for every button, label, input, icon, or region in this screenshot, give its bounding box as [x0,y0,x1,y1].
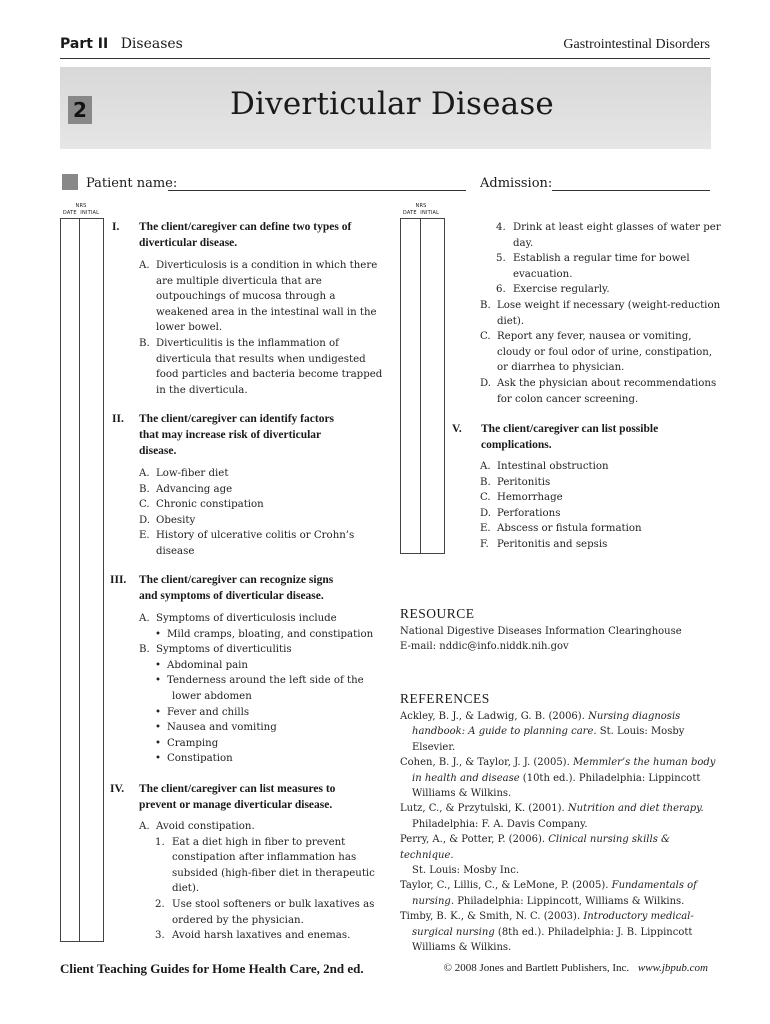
list-item [480,376,721,392]
list-item [480,314,721,330]
list-text: Perforations [497,507,561,519]
section-3-heading [139,573,333,605]
reference-line [400,832,720,863]
list-marker: E. [480,523,491,535]
list-item [480,475,642,491]
list-text: lower bowel. [156,322,223,334]
reference-line [400,786,720,801]
list-item [139,736,373,752]
reference-text: Perry, A., & Potter, P. (2006). [400,834,549,846]
list-text: Tenderness around the left side of the [167,675,364,687]
list-text: Peritonitis [497,476,551,488]
reference-text: Fundamentals of [611,880,697,892]
reference-entry [400,801,720,832]
list-text: Advancing age [156,483,233,495]
reference-text: St. Louis: Mosby [596,726,685,738]
reference-line [400,817,720,832]
reference-text: Timby, B. K., & Smith, N. C. (2003). [400,911,584,923]
list-marker: • [155,737,162,749]
list-marker: 5. [496,253,506,265]
left-nrs-header [56,203,106,216]
initial-label: INITIAL [80,209,100,216]
admission-field[interactable] [552,190,710,191]
reference-text: Lutz, C., & Przytulski, K. (2001). [400,803,568,815]
list-item [139,513,354,529]
list-item [139,928,375,944]
reference-line [400,909,720,924]
heading-line: The client/caregiver can define two types of [139,221,352,233]
list-item [480,267,721,283]
list-text: cloudy or foul odor of urine, constipation, [497,346,713,358]
heading-line: The client/caregiver can recognize signs [139,574,334,586]
list-text: Avoid constipation. [156,821,255,832]
header-rule [60,58,710,59]
list-marker: 3. [155,930,165,942]
heading-line: The client/caregiver can list possible [481,423,659,435]
section-label: Diseases [120,36,183,52]
list-item [139,289,382,305]
section-2-heading [139,412,334,459]
right-signoff-column[interactable] [400,218,445,554]
list-marker: D. [480,377,492,389]
list-text: Mild cramps, bloating, and constipation [167,628,374,640]
footer-url[interactable]: www.jbpub.com [637,962,708,974]
references-title: REFERENCES [400,691,490,706]
list-marker: A. [139,468,150,479]
reference-line [400,863,720,878]
reference-text: Philadelphia: F. A. Davis Company. [412,818,588,830]
list-text: for colon cancer screening. [497,393,639,405]
footer-book-title: Client Teaching Guides for Home Health Care, 2nd ed. [60,961,364,976]
footer-right [444,962,708,974]
section-2-number: II. [112,413,124,425]
date-label: DATE [62,209,77,216]
heading-line: and symptoms of diverticular disease. [139,589,324,602]
list-item [480,537,642,553]
reference-text: Williams & Wilkins. [412,788,512,800]
list-item [480,329,721,345]
list-text: ordered by the physician. [172,914,304,926]
reference-text: Taylor, C., Lillis, C., & LeMone, P. (2005). [400,880,612,892]
list-item [139,258,382,274]
list-marker: • [155,675,162,687]
list-marker: 2. [155,898,165,910]
list-text: Report any fever, nausea or vomiting, [497,331,692,343]
reference-line [400,755,720,770]
reference-entry [400,709,720,755]
section-4-list [139,819,375,944]
reference-text: in health and disease [412,772,520,784]
list-text: are multiple diverticula that are [156,275,322,287]
list-text: Nausea and vomiting [167,722,277,734]
list-text: day. [513,237,534,249]
list-marker: B. [139,483,150,495]
list-item [480,392,721,408]
list-item [139,528,354,544]
list-marker: C. [480,331,491,343]
list-text: Constipation [167,753,233,765]
list-marker: A. [139,821,150,832]
list-marker: D. [480,507,492,519]
reference-line [400,940,720,955]
list-text: disease [156,545,195,557]
nrs-label: NRS [75,203,87,209]
running-header-right: Gastrointestinal Disorders [563,37,710,52]
list-marker: A. [139,613,150,624]
reference-text: handbook: A guide to planning care. [412,726,597,738]
list-item [139,482,354,498]
patient-marker-square [62,174,78,190]
list-text: diet). [497,315,525,327]
list-item [480,282,721,298]
list-text: in the diverticula. [156,384,248,396]
reference-line [400,771,720,786]
list-item [139,866,375,882]
section-5-number: V. [452,423,462,435]
list-item [139,913,375,929]
initial-label: INITIAL [420,209,440,216]
heading-line: diverticular disease. [139,236,238,249]
list-item [139,627,373,643]
footer-copyright: © 2008 Jones and Bartlett Publishers, Inc. [443,962,630,974]
list-text: diverticula that results when undigested [156,353,366,365]
reference-text: Clinical nursing skills & technique. [400,834,670,861]
reference-text: Memmler’s the human body [572,757,716,769]
list-text: Symptoms of diverticulitis [156,644,292,656]
list-text: or diarrhea to physician. [497,362,625,374]
list-text: Symptoms of diverticulosis include [156,613,337,624]
list-text: Abscess or fistula formation [497,523,642,535]
list-item [139,466,354,482]
reference-text: (10th ed.). Philadelphia: Lippincott [519,772,701,784]
list-text: Diverticulosis is a condition in which there [156,260,378,271]
list-item [139,544,354,560]
reference-text: (8th ed.). Philadelphia: J. B. Lippincott [494,926,693,938]
reference-line [400,801,720,816]
list-text: Fever and chills [167,706,250,718]
section-1-heading [139,220,351,252]
heading-line: The client/caregiver can list measures to [139,783,336,795]
list-marker: 1. [155,836,165,848]
list-text: weakened area in the intestinal wall in the [156,306,377,318]
reference-entry [400,909,720,955]
list-item [139,751,373,767]
list-item [480,459,642,475]
list-item [139,881,375,897]
list-text: evacuation. [513,268,573,280]
left-column-divider [79,219,80,941]
patient-name-label: Patient name: [86,176,178,191]
page-title: Diverticular Disease [230,86,554,122]
list-marker: A. [139,260,150,271]
list-marker: C. [480,492,491,504]
list-text: food particles and bacteria become trapped [156,369,383,381]
list-marker: • [155,628,162,640]
part-label: Part II [60,36,109,52]
list-item [139,274,382,290]
section-3-number: III. [110,574,127,586]
list-item [139,497,354,513]
list-text: Low-fiber diet [156,468,229,479]
reference-text: St. Louis: Mosby Inc. [412,865,519,877]
list-item [480,506,642,522]
section-5-heading [481,422,658,454]
reference-text: Introductory medical- [583,911,694,923]
list-text: Obesity [156,514,196,526]
list-text: Lose weight if necessary (weight-reduction [497,299,721,311]
list-item [480,360,721,376]
list-text: Hemorrhage [497,492,563,504]
resource-line: E-mail: nddic@info.niddk.nih.gov [400,641,569,653]
resource-title: RESOURCE [400,606,475,621]
section-3-list [139,611,373,767]
list-marker: C. [139,499,150,511]
list-marker: B. [139,644,150,656]
list-item [139,658,373,674]
list-item [139,705,373,721]
admission-label: Admission: [480,176,553,191]
list-text: Chronic constipation [156,499,264,511]
references-list [400,709,720,956]
reference-entry [400,755,720,801]
heading-line: prevent or manage diverticular disease. [139,798,333,811]
list-item [139,720,373,736]
list-marker: • [155,722,162,734]
list-item [480,521,642,537]
list-marker: B. [480,476,491,488]
reference-text: Philadelphia: Lippincott, Williams & Wilkins. [454,895,685,907]
list-item [139,673,373,689]
list-text: outpouchings of mucosa through a [156,291,336,303]
resource-line: National Digestive Diseases Information Clearinghouse [400,626,682,637]
list-text: Exercise regularly. [513,284,610,296]
resource-block [400,624,682,655]
list-item [139,689,373,705]
reference-line [400,740,720,755]
list-text: Use stool softeners or bulk laxatives as [172,898,375,910]
right-nrs-header [396,203,446,216]
heading-line: complications. [481,438,552,451]
list-marker: • [155,753,162,765]
list-text: Ask the physician about recommendations [497,377,717,389]
list-item [139,383,382,399]
reference-text: Williams & Wilkins. [412,942,512,954]
heading-line: The client/caregiver can identify factors [139,413,335,425]
reference-text: Nursing diagnosis [588,711,681,722]
running-header-left [60,36,183,52]
list-marker: • [155,706,162,718]
list-text: History of ulcerative colitis or Crohn’s [156,530,355,542]
list-text: Eat a diet high in fiber to prevent [172,836,346,848]
section-5-list [480,459,642,553]
reference-entry [400,878,720,909]
reference-line [400,925,720,940]
section-1-number: I. [112,221,120,233]
patient-name-field[interactable] [168,190,466,191]
reference-text: Nutrition and diet therapy. [567,803,704,815]
reference-entry [400,832,720,878]
reference-line [400,894,720,909]
list-marker: 6. [496,284,506,296]
reference-line [400,724,720,739]
list-item [480,236,721,252]
chapter-number: 2 [68,96,92,124]
section-1-list [139,258,382,398]
list-text: constipation after inflammation has [172,852,357,864]
list-item [139,352,382,368]
list-item [139,611,373,627]
list-item [139,897,375,913]
list-item [480,298,721,314]
list-item [139,835,375,851]
list-item [139,320,382,336]
section-4-heading [139,782,335,814]
list-marker: • [155,659,162,671]
list-item [139,336,382,352]
section-2-list [139,466,354,560]
list-text: Avoid harsh laxatives and enemas. [172,930,351,942]
reference-text: Elsevier. [412,741,456,753]
list-marker: F. [480,538,489,550]
reference-text: surgical nursing [412,926,495,938]
list-item [139,642,373,658]
list-marker: B. [480,299,491,311]
heading-line: disease. [139,444,177,457]
left-signoff-column[interactable] [60,218,104,942]
list-item [480,220,721,236]
list-text: Diverticulitis is the inflammation of [156,337,339,349]
list-text: subsided (high-fiber diet in therapeutic [172,867,375,879]
list-text: Drink at least eight glasses of water per [513,222,721,233]
heading-line: that may increase risk of diverticular [139,428,322,441]
list-text: Cramping [167,737,219,749]
list-marker: A. [480,461,491,472]
list-item [139,305,382,321]
list-text: Abdominal pain [167,659,248,671]
reference-text: Cohen, B. J., & Taylor, J. J. (2005). [400,757,573,769]
list-item [139,819,375,835]
list-item [480,251,721,267]
list-item [139,367,382,383]
date-label: DATE [402,209,417,216]
list-text: lower abdomen [172,690,252,702]
reference-line [400,709,720,724]
section-4-number: IV. [110,783,125,795]
reference-text: nursing. [412,895,455,907]
list-item [139,850,375,866]
list-item [480,345,721,361]
reference-line [400,878,720,893]
list-text: Establish a regular time for bowel [513,253,690,265]
list-text: diet). [172,883,200,895]
right-column-divider [420,219,421,553]
nrs-label: NRS [415,203,427,209]
list-marker: E. [139,530,150,542]
list-marker: 4. [496,222,506,233]
list-text: Peritonitis and sepsis [497,538,608,550]
section-4-continued-list [480,220,721,407]
list-item [480,490,642,506]
reference-text: Ackley, B. J., & Ladwig, G. B. (2006). [400,711,589,722]
list-marker: D. [139,514,151,526]
list-marker: B. [139,337,150,349]
list-text: Intestinal obstruction [497,461,609,472]
